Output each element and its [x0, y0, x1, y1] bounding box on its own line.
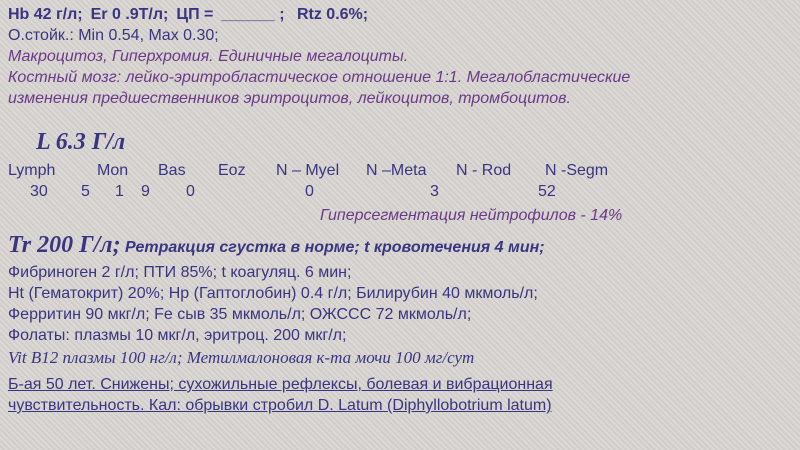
platelets-count: Tr 200 Г/л; [8, 232, 121, 258]
hematocrit-line: Ht (Гематокрит) 20%; Hp (Гаптоглобин) 0.4 г/л; Билирубин 40 мкмоль/л; [8, 285, 538, 302]
formula-value-n-myel: 0 [186, 183, 195, 200]
morphology-line: Макроцитоз, Гиперхромия. Единичные мегалоциты. [8, 48, 409, 65]
formula-header-lymph: Lymph [8, 162, 56, 179]
formula-value-lymph: 30 [30, 183, 48, 200]
ferritin-line: Ферритин 90 мкг/л; Fe сыв 35 мкмоль/л; ОЖСCC 72 мкмоль/л; [8, 306, 472, 323]
bone-marrow-line-2: изменения предшественников эритроцитов, лейкоцитов, тромбоцитов. [8, 90, 571, 107]
formula-header-n-segm: N -Segm [545, 162, 609, 179]
vitamin-b12-line: Vit B12 плазмы 100 нг/л; Метилмалоновая к-та мочи 100 мг/сут [8, 348, 475, 367]
patient-findings-line-2: чувствительность. Кал: обрывки стробил D. Latum (Diphyllobotrium latum) [8, 397, 552, 414]
clot-retraction-text: Ретракция сгустка в норме; t кровотечения 4 мин; [125, 239, 545, 256]
folates-line: Фолаты: плазмы 10 мкг/л, эритроц. 200 мкг/л; [8, 327, 347, 344]
formula-header-eoz: Eoz [218, 162, 246, 179]
cp-blank: ______ [221, 6, 275, 23]
formula-value-mon: 5 [81, 183, 90, 200]
rtz-value: Rtz 0.6%; [296, 6, 369, 23]
coagulation-line: Фибриноген 2 г/л; ПТИ 85%; t коагуляц. 6 мин; [8, 264, 352, 281]
patient-findings-line-1: Б-ая 50 лет. Снижены; сухожильные рефлексы, болевая и вибрационная [8, 376, 553, 393]
platelets-line [8, 232, 545, 258]
er-value: Er 0 .9Т/л; [90, 6, 169, 23]
formula-value-bas: 1 [115, 183, 124, 200]
leukocytes-count: L 6.3 Г/л [36, 129, 126, 155]
line-hb: Hb 42 г/л; Er 0 .9Т/л; ЦП = ______ ; Rtz 0.6%; [8, 6, 369, 23]
hypersegmentation-note: Гиперсегментация нейтрофилов - 14% [320, 207, 623, 224]
formula-header-n-myel: N – Myel [276, 162, 340, 179]
formula-header-mon: Mon [97, 162, 129, 179]
formula-header-n-meta: N –Meta [366, 162, 427, 179]
bone-marrow-line-1: Костный мозг: лейко-эритробластическое отношение 1:1. Мегалобластические [8, 69, 631, 86]
formula-value-n-meta: 0 [305, 183, 314, 200]
formula-value-eoz: 9 [141, 183, 150, 200]
osmotic-resistance: О.стойк.: Min 0.54, Max 0.30; [8, 27, 219, 44]
formula-value-n-segm: 52 [538, 183, 556, 200]
hb-value: Hb 42 г/л; [8, 6, 83, 23]
cp-label: ЦП = [176, 6, 214, 23]
formula-header-n-rod: N - Rod [456, 162, 512, 179]
formula-header-bas: Bas [158, 162, 186, 179]
formula-value-n-rod: 3 [430, 183, 439, 200]
